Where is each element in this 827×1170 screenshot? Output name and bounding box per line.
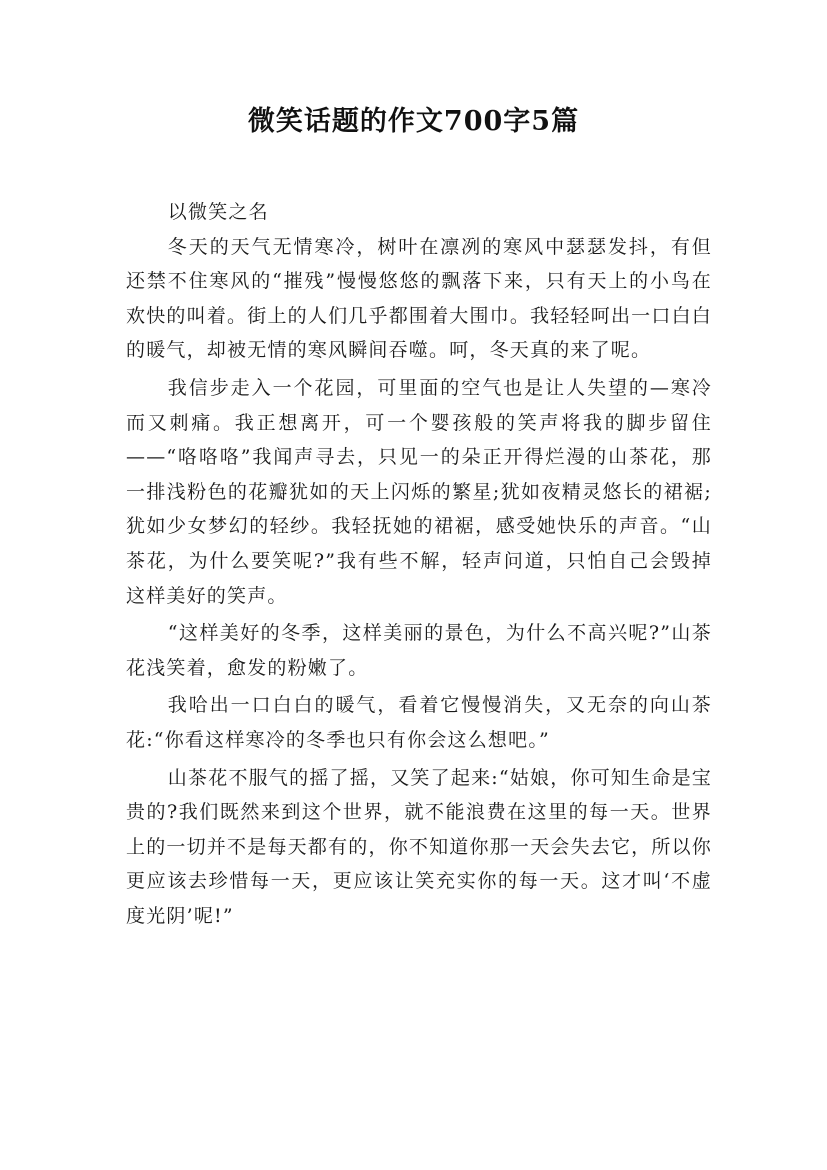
paragraph: “这样美好的冬季，这样美丽的景色，为什么不高兴呢?”山茶花浅笑着，愈发的粉嫩了。 [126,622,712,679]
essay-subtitle: 以微笑之名 [167,201,269,223]
document-title: 微笑话题的作文700字5篇 [247,106,580,137]
paragraph: 我哈出一口白白的暖气，看着它慢慢消失，又无奈的向山茶花:“你看这样寒冷的冬季也只有你会这么想吧。” [126,694,712,751]
paragraph: 山茶花不服气的摇了摇，又笑了起来:“姑娘，你可知生命是宝贵的?我们既然来到这个世界，就不能浪费在这里的每一天。世界上的一切并不是每天都有的，你不知道你那一天会失去它，所以你更应该去珍惜每一天，更应该让笑充实你的每一天。这才叫‘不虚度光阴’呢!” [126,766,712,927]
document-body [126,195,712,933]
paragraph: 冬天的天气无情寒冷，树叶在凛冽的寒风中瑟瑟发抖，有但还禁不住寒风的“摧残”慢慢悠悠的飘落下来，只有天上的小鸟在欢快的叫着。街上的人们几乎都围着大围巾。我轻轻呵出一口白白的暖气，却被无情的寒风瞬间吞噬。呵，冬天真的来了呢。 [126,235,712,362]
paragraph: 我信步走入一个花园，可里面的空气也是让人失望的—寒冷而又刺痛。我正想离开，可一个婴孩般的笑声将我的脚步留住——“咯咯咯”我闻声寻去，只见一的朵正开得烂漫的山茶花，那一排浅粉色的花瓣犹如的天上闪烁的繁星;犹如夜精灵悠长的裙裾;犹如少女梦幻的轻纱。我轻抚她的裙裾，感受她快乐的声音。“山茶花，为什么要笑呢?”我有些不解，轻声问道，只怕自己会毁掉这样美好的笑声。 [126,376,712,607]
